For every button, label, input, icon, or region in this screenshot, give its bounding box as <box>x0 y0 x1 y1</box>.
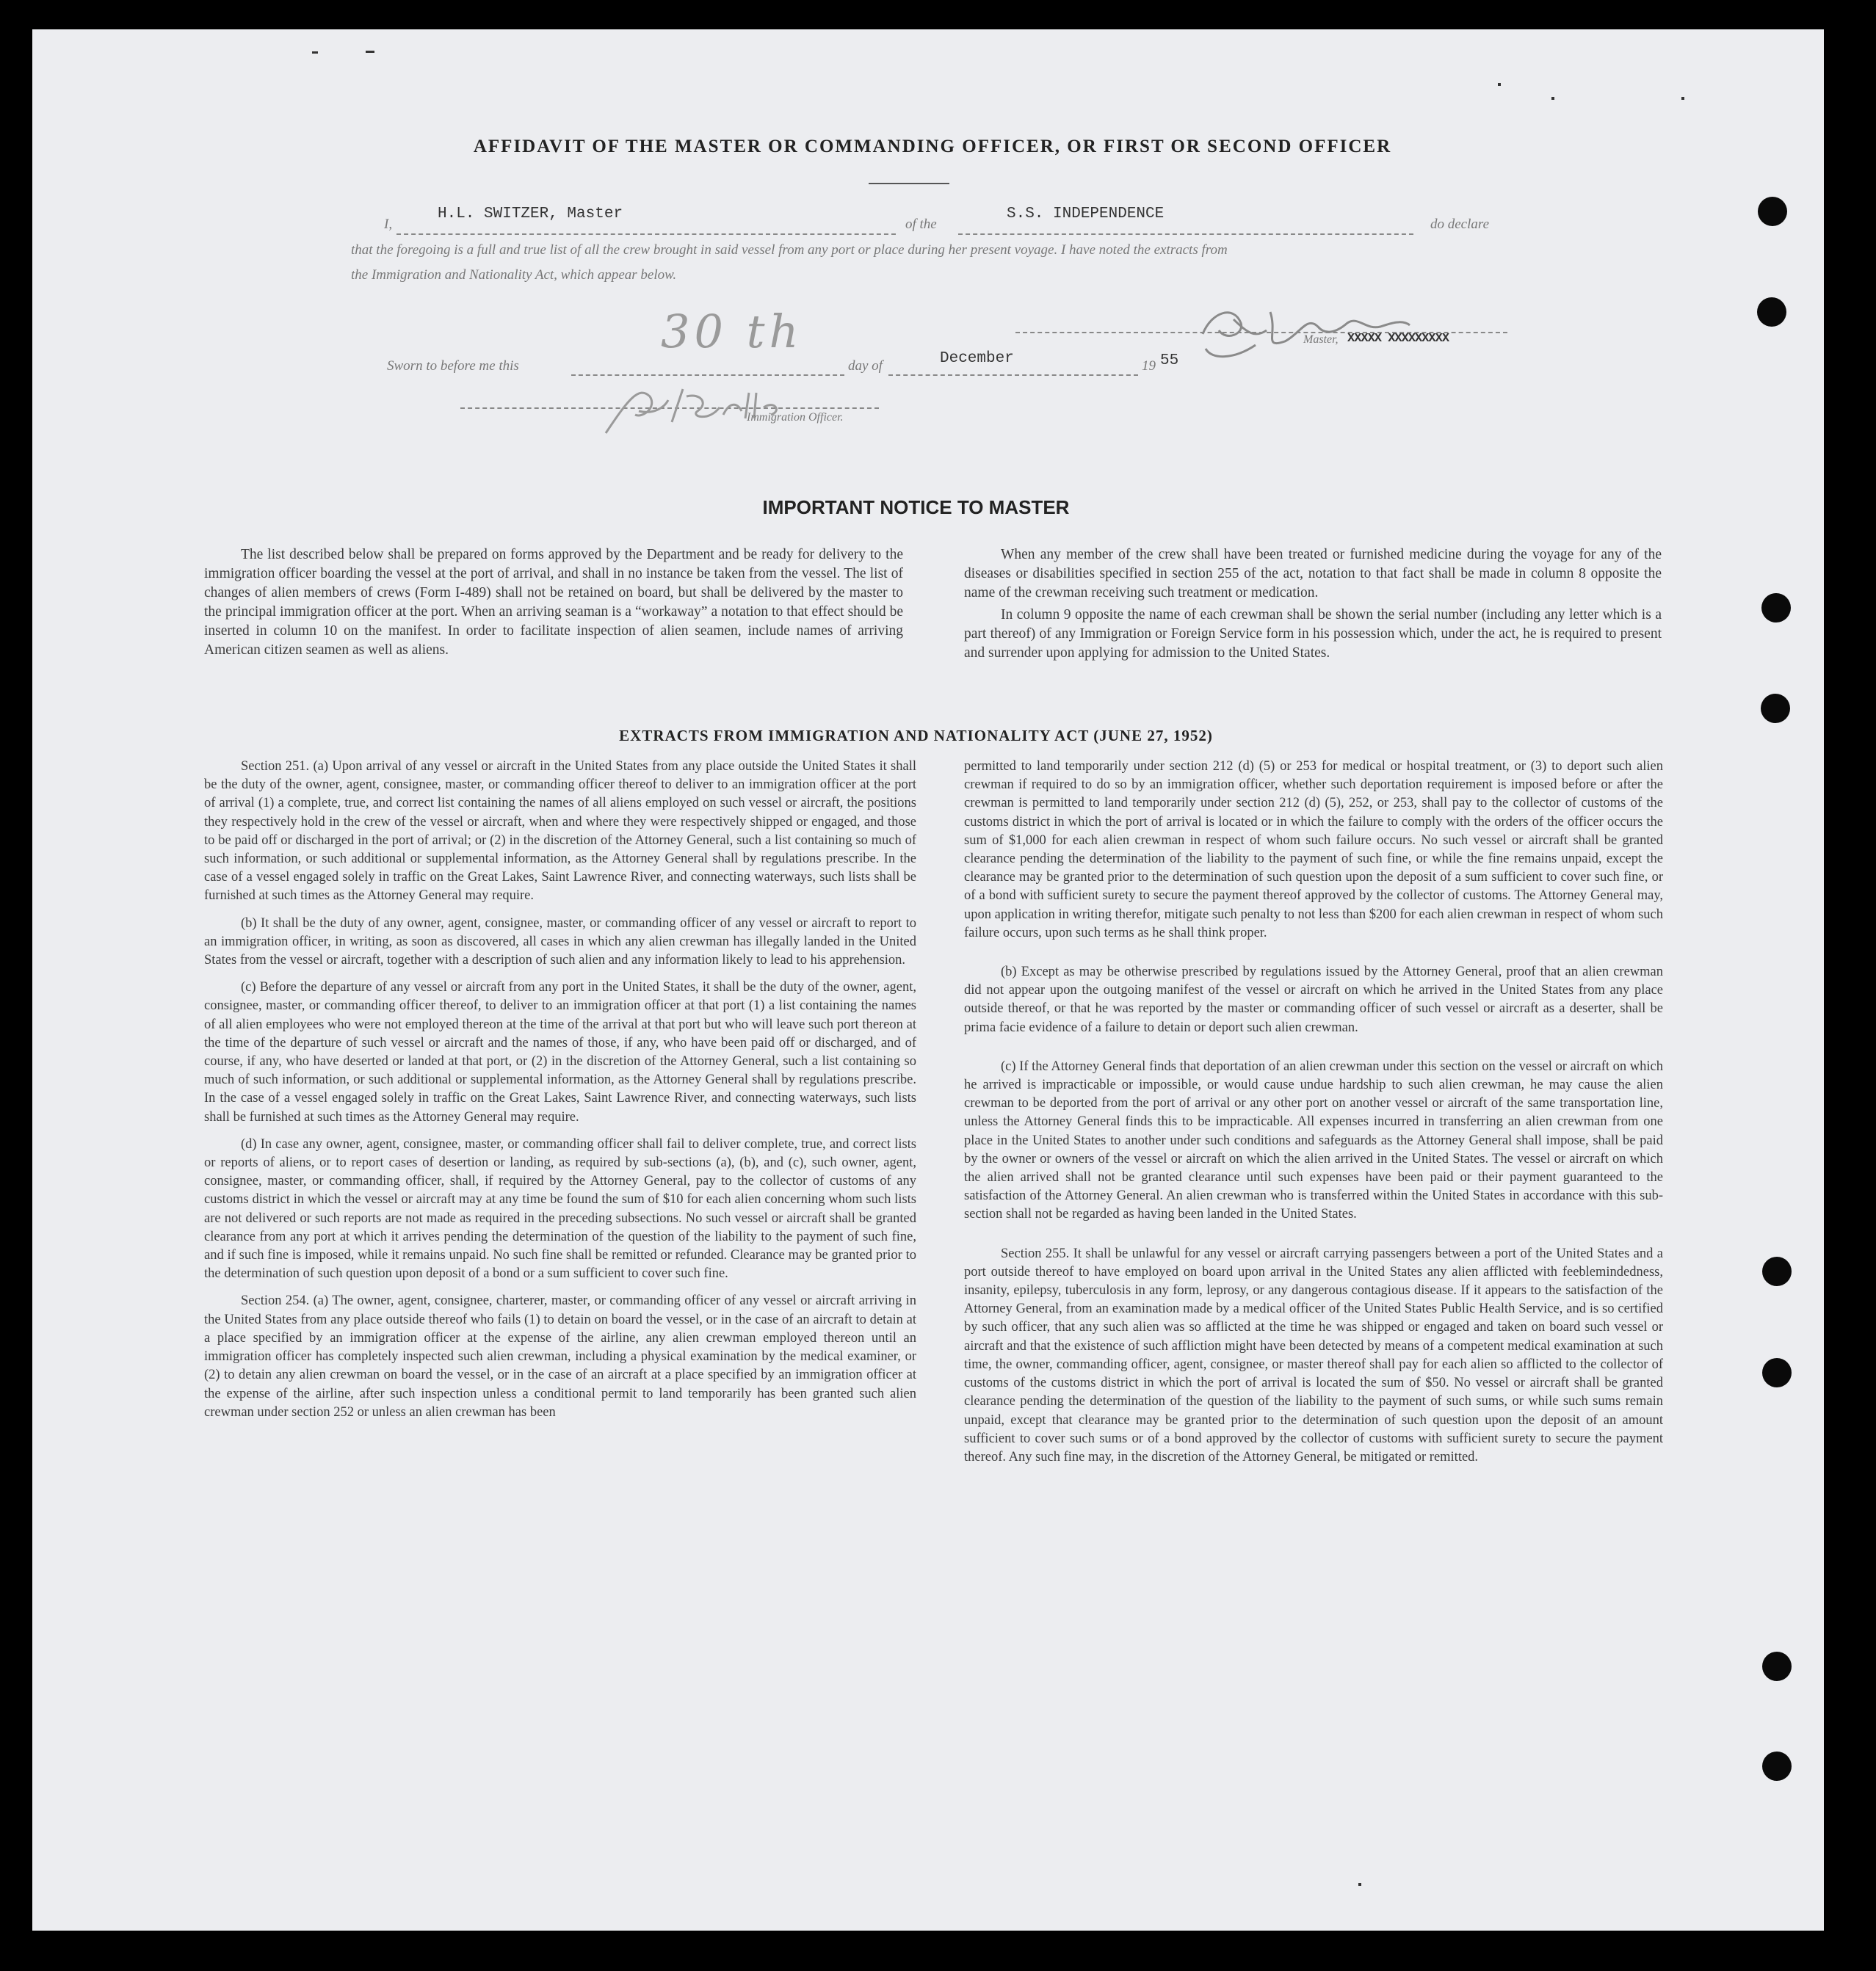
master-caption: Master, <box>1303 333 1339 346</box>
section-255: Section 255. It shall be unlawful for any vessel or aircraft carrying passengers between a port of the United States and a port outside thereof to have employed on board upon arrival in the United States any alien afflicted with feeblemindedness, insanity, epilepsy, tuberculosis in any form, leprosy, or any dangerous contagious disease. If it appears to the satisfaction of the Attorney General, from an examination made by a medical officer of the United States Public Health Service, and is so certified by such officer, that any such alien was so afflicted at the time he was shipped or engaged and taken on board such vessel or aircraft and that the existence of such affliction might have been detected by means of a competent medical examination at such time, the owner, commanding officer, agent, consignee, or master thereof shall pay for each alien so afflicted to the collector of customs of the customs district in which the port of arrival is located the sum of $50. No vessel or aircraft shall be granted clearance pending the determination of the question of the liability to the payment of such sums, or while such sums remain unpaid, except that clearance may be granted prior to the determination of such question upon the deposit of an amount sufficient to cover such sums or of a bond approved by the collector of customs with sufficient surety to secure the payment thereof. Any such fine may, in the discretion of the Attorney General, be mitigated or remitted. <box>964 1246 1663 1464</box>
section-254-a-continued: permitted to land temporarily under section 212 (d) (5) or 253 for medical or hospital treatment, or (3) to deport such alien crewman if required to do so by an immigration officer, whether such deportation requirement is imposed before or after the crewman is permitted to land temporarily under section 212 (d) (5), 252, or 253, shall pay to the collector of customs of the customs district in which the port of arrival is located or in which the failure to comply with the orders of the officer occurs the sum of $1,000 for each alien crewman in respect of whom such failure occurs. No such vessel or aircraft shall be granted clearance pending the determination of the liability to the payment of such fine, or while the fine remains unpaid, except the clearance may be granted prior to the determination of such question upon the deposit of a sum sufficient to cover such fine, or of a bond with sufficient surety to secure the payment thereof approved by the collector of customs. The Attorney General may, upon application in writing therefor, mitigate such penalty to not less than $200 for each alien crewman in respect of whom such failure occurs, upon such terms as he shall think proper. <box>964 759 1663 940</box>
punch-hole <box>1761 593 1791 622</box>
name-line <box>396 232 896 235</box>
master-name: H.L. SWITZER, Master <box>438 206 623 222</box>
struck-title: XXXXX XXXXXXXXX <box>1347 332 1449 346</box>
notice-right-column <box>964 545 1662 672</box>
year-prefix: 19 <box>1142 358 1156 374</box>
title-rule <box>869 183 949 184</box>
punch-hole <box>1762 1257 1792 1286</box>
declaration-line-1: that the foregoing is a full and true list of all the crew brought in said vessel from any port or place during her present voyage. I have noted the extracts from <box>351 242 1228 258</box>
scan-speck <box>312 51 318 54</box>
year-suffix: 55 <box>1160 352 1179 369</box>
vessel-line <box>958 232 1413 235</box>
vessel-name: S.S. INDEPENDENCE <box>1007 206 1165 222</box>
section-254-b: (b) Except as may be otherwise prescribed by regulations issued by the Attorney General, proof that an alien crewman did not appear upon the outgoing manifest of the vessel or aircraft on which he arrived in the United States from any place outside thereof, or that he was reported by the master or commanding officer of such vessel or aircraft as a deserter, shall be prima facie evidence of a failure to detain or deport such alien crewman. <box>964 965 1663 1035</box>
notice-right-paragraph-1: When any member of the crew shall have been treated or furnished medicine during the voyage for any of the diseases or disabilities specified in section 255 of the act, notation to that fact shall be made in column 8 opposite the name of the crewman receiving such treatment or medication. <box>964 547 1662 600</box>
extracts-right-column <box>964 758 1663 1475</box>
section-251-a: Section 251. (a) Upon arrival of any vessel or aircraft in the United States from any place outside the United States it shall be the duty of the owner, agent, consignee, master, or commanding officer thereof to deliver to an immigration officer at the port of arrival (1) a complete, true, and correct list containing the names of all aliens employed on such vessel or aircraft, the positions they respectively hold in the crew of the vessel or aircraft, when and where they were respectively shipped or engaged, and those to be paid off or discharged in the port of arrival; or (2) in the discretion of the Attorney General, such a list containing so much of such information, or such additional or supplemental information, as the Attorney General shall by regulations prescribe. In the case of a vessel engaged solely in traffic on the Great Lakes, Saint Lawrence River, and connecting waterways, such lists shall be furnished at such times as the Attorney General may require. <box>204 759 916 904</box>
scan-speck <box>1498 83 1501 86</box>
notice-title: IMPORTANT NOTICE TO MASTER <box>762 496 1070 518</box>
punch-hole <box>1762 1752 1792 1781</box>
punch-hole <box>1757 297 1786 327</box>
punch-hole <box>1761 694 1790 723</box>
month-line <box>888 373 1138 376</box>
do-declare-label: do declare <box>1430 217 1490 232</box>
punch-hole <box>1758 197 1787 226</box>
punch-hole <box>1762 1652 1792 1681</box>
extracts-left-column <box>204 758 916 1431</box>
notice-left-paragraph: The list described below shall be prepared on forms approved by the Department and be ready for delivery to the immigration officer boarding the vessel at the port of arrival, and shall in no instance be taken from the vessel. The list of changes of alien members of crews (Form I-489) shall not be retained on board, but shall be delivered by the master to the principal immigration officer at the port. When an arriving seaman is a “workaway” a notation to that effect should be inserted in column 10 on the manifest. In order to facilitate inspection of alien seamen, include names of arriving American citizen seamen as well as aliens. <box>204 547 903 658</box>
master-signature <box>1189 290 1468 371</box>
sworn-label: Sworn to before me this <box>387 358 519 374</box>
day-of-label: day of <box>848 358 883 374</box>
scan-speck <box>1551 97 1554 100</box>
of-the-label: of the <box>905 217 937 232</box>
officer-signature <box>598 371 863 444</box>
affidavit-title: AFFIDAVIT OF THE MASTER OR COMMANDING OFFICER, OR FIRST OR SECOND OFFICER <box>473 137 1392 156</box>
scan-speck <box>1681 97 1684 100</box>
scan-speck <box>1358 1883 1361 1886</box>
sworn-month: December <box>940 350 1014 367</box>
punch-hole <box>1762 1358 1792 1387</box>
notice-left-column <box>204 545 903 669</box>
section-251-b: (b) It shall be the duty of any owner, agent, consignee, master, or commanding officer of any vessel or aircraft to report to an immigration officer, in writing, as soon as discovered, all cases in which any alien crewman has illegally landed in the United States from the vessel or aircraft, together with a description of such alien and any information likely to lead to his apprehension. <box>204 915 916 968</box>
section-254-c: (c) If the Attorney General finds that deportation of an alien crewman under this section on the vessel or aircraft on which he arrived is impracticable or impossible, or would cause undue hardship to such alien crewman, he may cause the alien crewman to be deported from the port of arrival or any other port on another vessel or aircraft of the same transportation line, unless the Attorney General finds this to be impracticable. All expenses incurred in transferring an alien crewman from one place in the United States to another under such conditions and safeguards as the Attorney General shall impose, shall be paid by the owner or owners of the vessel or aircraft on which the alien arrived in the United States. The vessel or aircraft on which the alien arrived shall not be granted clearance until such expenses have been paid or their payment guaranteed to the satisfaction of the Attorney General. An alien crewman who is transferred within the United States in accordance with this sub-section shall not be regarded as having been landed in the United States. <box>964 1059 1663 1222</box>
extracts-title: EXTRACTS FROM IMMIGRATION AND NATIONALITY ACT (JUNE 27, 1952) <box>619 727 1213 744</box>
section-251-d: (d) In case any owner, agent, consignee, master, or commanding officer shall fail to deliver complete, true, and correct lists or reports of aliens, or to report cases of desertion or landing, as required by sub-sections (a), (b), and (c), such owner, agent, consignee, master, or commanding officer, shall, if required by the Attorney General, pay to the collector of customs of any customs district in which the vessel or aircraft may at any time be found the sum of $10 for each alien concerning whom such lists are not delivered or such reports are not made as required in the preceding subsections. No such vessel or aircraft shall be granted clearance from any port at which it arrives pending the determination of the question of the liability to the payment of such fine, and if such fine is imposed, while it remains unpaid. No such fine shall be remitted or refunded. Clearance may be granted prior to the determination of such question upon deposit of a bond or a sum sufficient to cover such fine. <box>204 1136 916 1282</box>
section-254-a: Section 254. (a) The owner, agent, consignee, charterer, master, or commanding officer of any vessel or aircraft arriving in the United States from any place outside thereof who fails (1) to detain on board the vessel, or in the case of an aircraft to detain at a place specified by an immigration officer at the expense of the airline, any alien crewman employed thereon until an immigration officer has completely inspected such alien crewman, including a physical examination by the medical examiner, or (2) to detain any alien crewman on board the vessel, or in the case of an aircraft at a place specified by an immigration officer at the expense of the airline, after such inspection unless a conditional permit to land temporarily has been granted such alien crewman under section 252 or unless an alien crewman has been <box>204 1293 916 1420</box>
officer-caption: Immigration Officer. <box>747 411 844 424</box>
scan-speck <box>366 51 374 53</box>
sworn-day: 30 th <box>661 305 803 358</box>
declaration-line-2: the Immigration and Nationality Act, which appear below. <box>351 267 677 283</box>
section-251-c: (c) Before the departure of any vessel or aircraft from any port in the United States, it shall be the duty of the owner, agent, consignee, master, or commanding officer thereof, to deliver to an immigration officer at that port (1) a list containing the names of all alien employees who were not employed thereon at the time of the arrival at that port but who will leave such port thereon at the time of the departure of such vessel or aircraft and the names of those, if any, who have been paid off or discharged, and of course, if any, who have deserted or landed at that port, or (2) in the discretion of the Attorney General, such a list containing so much of such information, or such additional or supplemental information, as the Attorney General shall by regulations prescribe. In the case of a vessel engaged solely in traffic on the Great Lakes, Saint Lawrence River, and connecting waterways, such lists shall be furnished at such times as the Attorney General may require. <box>204 980 916 1125</box>
notice-right-paragraph-2: In column 9 opposite the name of each crewman shall be shown the serial number (including any letter which is a part thereof) of any Immigration or Foreign Service form in his possession which, under the act, he is required to present and surrender upon applying for admission to the United States. <box>964 607 1662 661</box>
i-label: I, <box>384 217 393 232</box>
